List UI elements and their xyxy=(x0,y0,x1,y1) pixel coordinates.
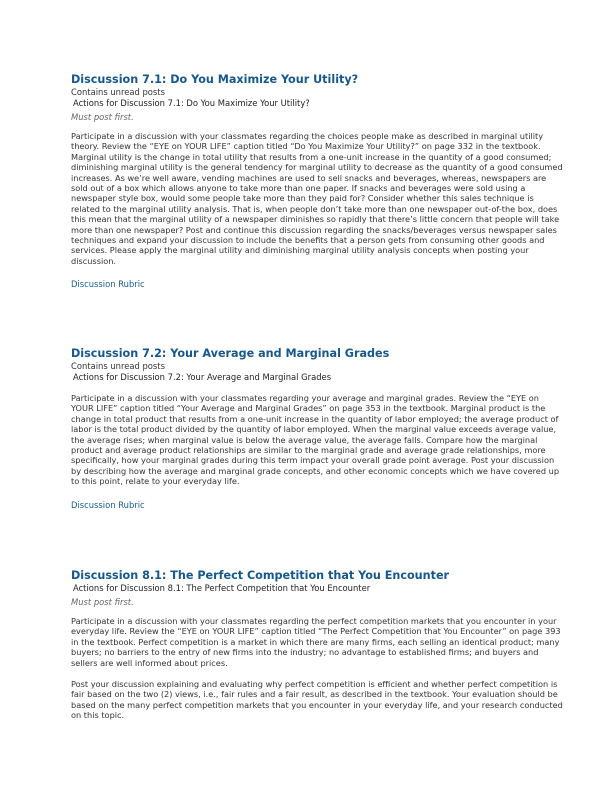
discussion-8-1 xyxy=(71,569,563,721)
discussion-rubric-link[interactable]: Discussion Rubric xyxy=(71,279,145,290)
unread-posts-status: Contains unread posts xyxy=(71,87,165,97)
discussion-title[interactable]: Discussion 8.1: The Perfect Competition that You Encounter xyxy=(71,569,450,582)
discussion-description: Participate in a discussion with your classmates regarding the choices people make as described in marginal utility theory. Review the “EYE on YOUR LIFE” caption titled “Do You Maximize Your Utility?” on page 332 in the textbook. Marginal utility is the change in total utility that results from a one-unit increase in the quantity of a good consumed; diminishing marginal utility is the general tendency for marginal utility to decrease as the quantity of a good consumed increases. As we’re well aware, vending machines are used to sell snacks and beverages, whereas, newspapers are sold out of a box which allows anyone to take more than one paper. If snacks and beverages were sold using a newspaper style box, would some people take more than they paid for? Consider whether this sales technique is related to the marginal utility analysis. That is, when people don’t take more than one newspaper out-of-the box, does this mean that the marginal utility of a newspaper diminishes so rapidly that there’s little concern that people will take more than one newspaper? Post and continue this discussion regarding the snacks/beverages versus newspaper sales techniques and expand your discussion to include the benefits that a person gets from consuming other goods and services. Please apply the marginal utility and diminishing marginal utility analysis concepts when posting your discussion. xyxy=(71,131,563,266)
discussion-description: Participate in a discussion with your classmates regarding the perfect competition markets that you encounter in your everyday life. Review the “EYE on YOUR LIFE” caption titled “The Perfect Competition that You Encounter” on page 393 in the textbook. Perfect competition is a market in which there are many firms, each selling an identical product; many buyers; no barriers to the entry of new firms into the industry; no advantage to established firms; and buyers and sellers are well informed about prices. xyxy=(71,616,561,668)
discussion-description: Participate in a discussion with your classmates regarding your average and marginal grades. Review the “EYE on YOUR LIFE” caption titled “Your Average and Marginal Grades” on page 353 in the textbook. Marginal product is the change in total product that results from a one-unit increase in the quantity of labor employed; the average product of labor is the total product divided by the quantity of labor employed. When the marginal value exceeds average value, the average rises; when marginal value is below the average value, the average falls. Compare how the marginal product and average product relationships are similar to the marginal grade and average grade relationships, more specifically, how your marginal grades during this term impact your overall grade point average. Post your discussion by describing how the average and marginal grade concepts, and other economic concepts which we have covered up to this point, relate to your everyday life. xyxy=(71,393,560,487)
discussion-title[interactable]: Discussion 7.2: Your Average and Marginal Grades xyxy=(71,347,390,360)
actions-menu-link[interactable]: Actions for Discussion 8.1: The Perfect Competition that You Encounter xyxy=(73,583,371,593)
unread-posts-status: Contains unread posts xyxy=(71,361,165,371)
actions-menu-link[interactable]: Actions for Discussion 7.1: Do You Maximize Your Utility? xyxy=(73,98,310,108)
discussion-rubric-link[interactable]: Discussion Rubric xyxy=(71,499,145,510)
must-post-first-note: Must post first. xyxy=(71,112,134,122)
discussion-instructions: Post your discussion explaining and evaluating why perfect competition is efficient and whether perfect competition is fair based on the two (2) views, i.e., fair rules and a fair result, as described in the textbook. Your evaluation should be based on the many perfect competition markets that you encounter in your everyday life, and your research conducted on this topic. xyxy=(71,679,563,721)
discussion-title[interactable]: Discussion 7.1: Do You Maximize Your Utility? xyxy=(71,73,359,86)
discussion-7-2 xyxy=(71,347,563,512)
discussion-7-1 xyxy=(71,73,563,291)
must-post-first-note: Must post first. xyxy=(71,597,134,607)
actions-menu-link[interactable]: Actions for Discussion 7.2: Your Average and Marginal Grades xyxy=(73,372,332,382)
